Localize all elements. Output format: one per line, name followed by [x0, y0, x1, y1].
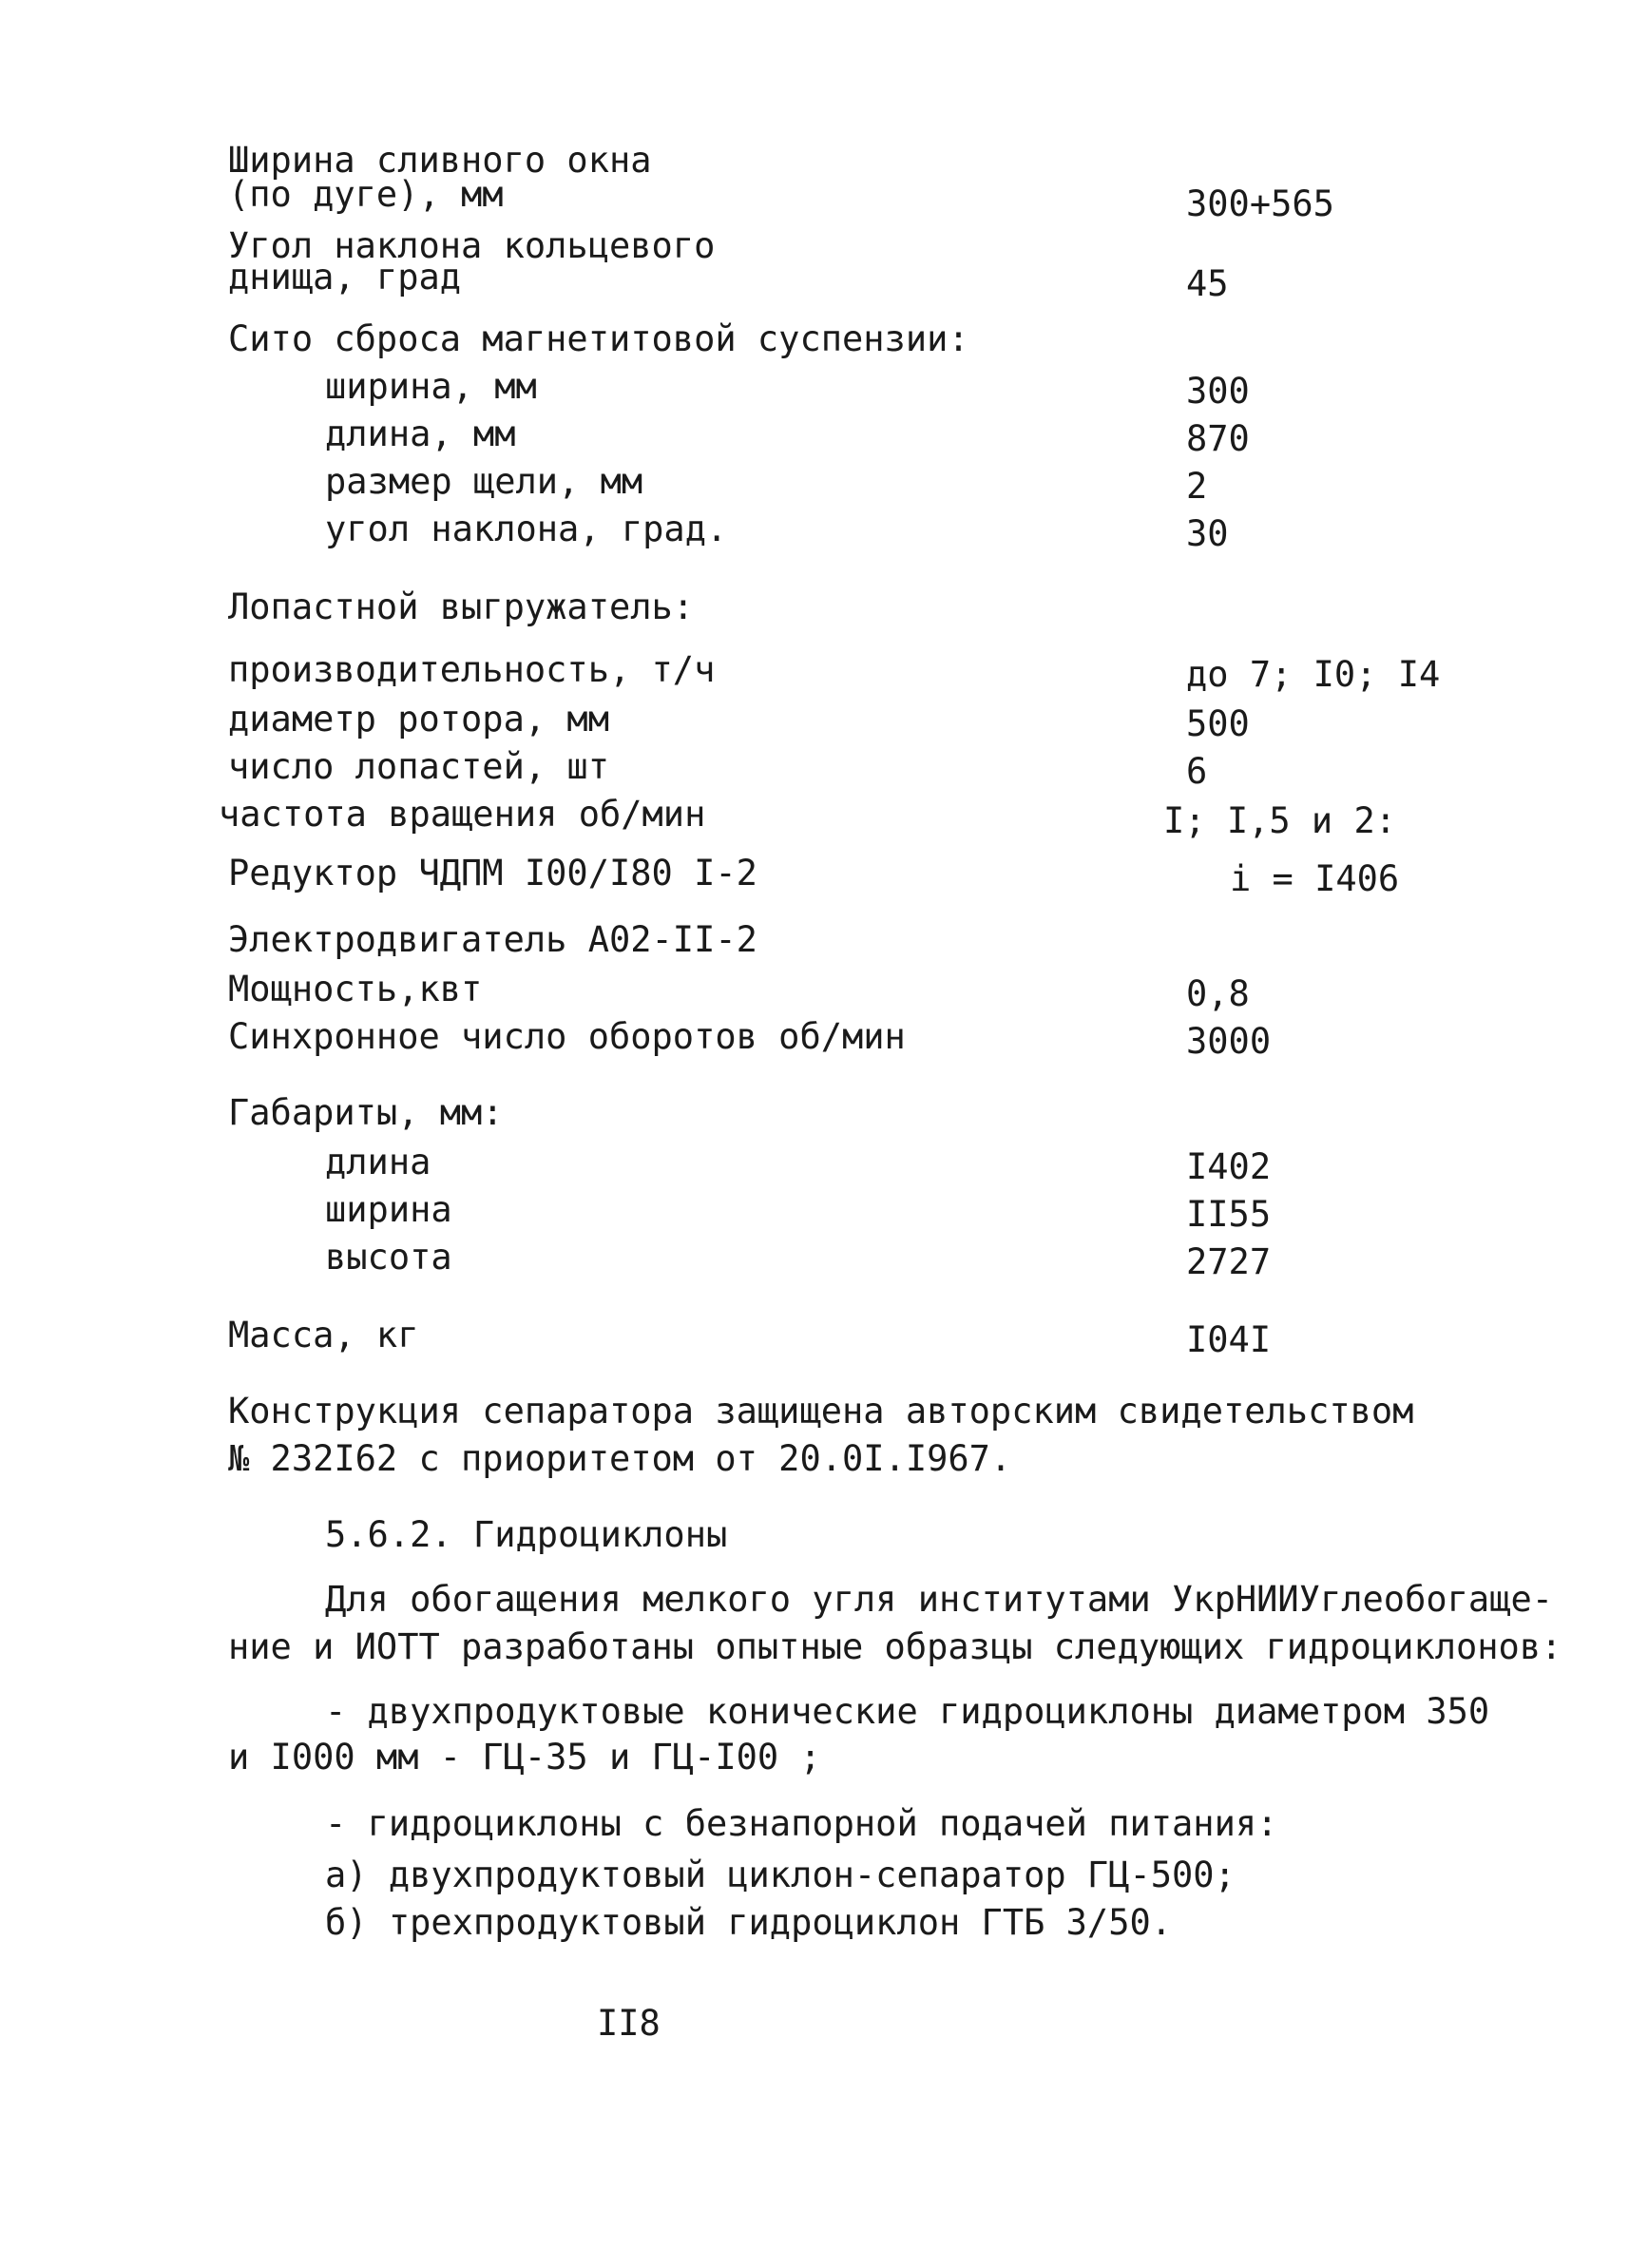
sieve-width-label: ширина, мм — [325, 366, 537, 407]
section-heading: 5.6.2. Гидроциклоны — [325, 1514, 728, 1555]
sieve-slot-value: 2 — [1186, 466, 1208, 507]
sieve-angle-label: угол наклона, град. — [325, 509, 728, 549]
mass-value: I04I — [1186, 1319, 1272, 1360]
mass-label: Масса, кг — [228, 1315, 419, 1355]
bottom-angle-value: 45 — [1186, 263, 1229, 304]
paragraph-3: - гидроциклоны с безнапорной подачей питания: — [325, 1803, 1278, 1844]
sieve-angle-value: 30 — [1186, 513, 1229, 554]
speed-label: частота вращения об/мин — [219, 794, 706, 835]
sieve-length-value: 870 — [1186, 418, 1250, 459]
drain-window-label-line1: Ширина сливного окна — [228, 140, 652, 181]
sieve-heading: Сито сброса магнетитовой суспензии: — [228, 318, 969, 359]
page-number: II8 — [597, 2003, 661, 2044]
sieve-length-label: длина, мм — [325, 413, 516, 454]
paragraph-2-line-1: - двухпродуктовые конические гидроциклоны диаметром 350 — [325, 1691, 1490, 1732]
list-item-a: а) двухпродуктовый циклон-сепаратор ГЦ-500; — [325, 1855, 1236, 1895]
speed-value: I; I,5 и 2: — [1163, 800, 1397, 841]
drain-window-label-line2: (по дуге), мм — [228, 174, 504, 215]
paragraph-1-line-2: ние и ИОТТ разработаны опытные образцы следующих гидроциклонов: — [228, 1626, 1562, 1667]
sync-speed-label: Синхронное число оборотов об/мин — [228, 1016, 906, 1057]
dim-width-value: II55 — [1186, 1194, 1272, 1235]
blades-value: 6 — [1186, 751, 1208, 792]
bottom-angle-label-line1: Угол наклона кольцевого — [228, 225, 716, 266]
drain-window-value: 300+565 — [1186, 183, 1334, 224]
dim-length-value: I402 — [1186, 1146, 1272, 1187]
sieve-width-value: 300 — [1186, 371, 1250, 412]
reducer-label: Редуктор ЧДПМ I00/I80 I-2 — [228, 853, 757, 894]
sieve-slot-label: размер щели, мм — [325, 461, 643, 502]
rotor-value: 500 — [1186, 703, 1250, 744]
power-label: Мощность,квт — [228, 969, 483, 1009]
capacity-label: производительность, т/ч — [228, 649, 716, 690]
bottom-angle-label-line2: днища, град — [228, 257, 462, 298]
dimensions-heading: Габариты, мм: — [228, 1092, 504, 1133]
dim-length-label: длина — [325, 1142, 431, 1182]
blades-label: число лопастей, шт — [228, 746, 609, 787]
rotor-label: диаметр ротора, мм — [228, 699, 609, 740]
patent-line-1: Конструкция сепаратора защищена авторским свидетельством — [228, 1391, 1414, 1432]
dim-width-label: ширина — [325, 1189, 452, 1230]
patent-line-2: № 232I62 с приоритетом от 20.0I.I967. — [228, 1438, 1012, 1479]
paragraph-2-line-2: и I000 мм - ГЦ-35 и ГЦ-I00 ; — [228, 1737, 821, 1778]
reducer-ratio: i = I406 — [1230, 858, 1400, 899]
capacity-value: до 7; I0; I4 — [1186, 654, 1441, 695]
sync-speed-value: 3000 — [1186, 1021, 1272, 1062]
list-item-b: б) трехпродуктовый гидроциклон ГТБ 3/50. — [325, 1902, 1173, 1943]
paragraph-1-line-1: Для обогащения мелкого угля институтами УкрНИИУглеобогаще- — [325, 1579, 1554, 1620]
dim-height-label: высота — [325, 1237, 452, 1278]
power-value: 0,8 — [1186, 973, 1250, 1014]
unloader-heading: Лопастной выгружатель: — [228, 586, 695, 627]
motor-label: Электродвигатель А02-II-2 — [228, 919, 757, 960]
dim-height-value: 2727 — [1186, 1241, 1272, 1282]
